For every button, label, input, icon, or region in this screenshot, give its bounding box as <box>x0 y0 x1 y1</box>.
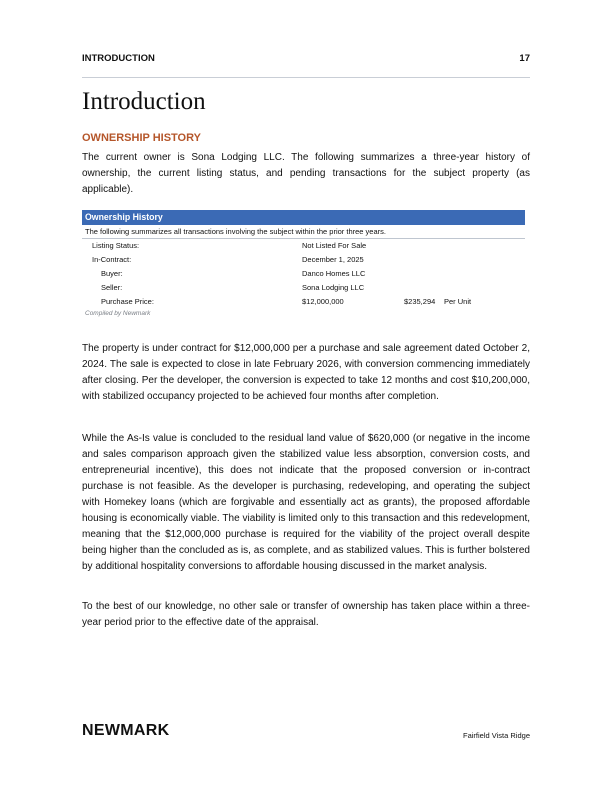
table-title: Ownership History <box>85 212 163 223</box>
table-description: The following summarizes all transactions involving the subject within the prior three years. <box>82 225 525 239</box>
row-value: $12,000,000 <box>302 297 344 306</box>
row-value: Danco Homes LLC <box>302 269 366 278</box>
table-row <box>82 295 525 309</box>
body-paragraph: To the best of our knowledge, no other sale or transfer of ownership has taken place within a three-year period prior to the effective date of the appraisal. <box>82 601 530 628</box>
ownership-history-table <box>82 210 525 317</box>
table-title-bar <box>82 210 525 225</box>
row-value: Sona Lodging LLC <box>302 283 365 292</box>
body-paragraph: The property is under contract for $12,000,000 per a purchase and sale agreement dated October 2, 2024. The sale is expected to close in late February 2026, with conversion commencing immediately after closing. Per the developer, the conversion is expected to take 12 months and cost $10,200,000, with stabilized occupancy projected to be achieved four months after completion. <box>82 343 530 402</box>
row-label: Seller: <box>101 283 123 292</box>
row-label: Listing Status: <box>92 241 140 250</box>
table-source: Compiled by Newmark <box>85 310 151 317</box>
row-label: In-Contract: <box>92 255 132 264</box>
table-row <box>82 267 525 281</box>
table-row <box>82 281 525 295</box>
section-label: INTRODUCTION <box>82 53 155 64</box>
section-subheading: OWNERSHIP HISTORY <box>82 132 201 144</box>
table-row <box>82 239 525 253</box>
row-label: Buyer: <box>101 269 123 278</box>
row-label: Purchase Price: <box>101 297 154 306</box>
row-value: December 1, 2025 <box>302 255 364 264</box>
row-value: Not Listed For Sale <box>302 241 367 250</box>
per-unit-label: Per Unit <box>444 297 472 306</box>
intro-paragraph: The current owner is Sona Lodging LLC. The following summarizes a three-year history of ownership, the current listing status, and pending transactions for the subject property (as applicable). <box>82 152 530 195</box>
header-divider <box>82 77 530 78</box>
body-paragraph: While the As-Is value is concluded to the residual land value of $620,000 (or negative in the income and sales comparison approach given the stabilized value less absorption, conversion costs, and entrepreneurial incentive), this does not indicate that the proposed conversion or in-contract purchase is not feasible. As the developer is purchasing, redeveloping, and operating the subject with Homekey loans (which are forgivable and essentially act as grants), the proposed affordable housing is economically viable. The viability is limited only to this transaction and this redevelopment, meaning that the $12,000,000 purchase is required for the viability of the project overall despite being higher than the concluded as is, as complete, and as stabilized values. This is further bolstered by additional hospitality conversions to affordable housing discussed in the market analysis. <box>82 433 530 572</box>
page-title: Introduction <box>82 88 206 115</box>
per-unit-value: $235,294 <box>404 297 436 306</box>
newmark-logo: NEWMARK <box>82 722 170 739</box>
page-number: 17 <box>519 53 530 64</box>
table-row <box>82 253 525 267</box>
footer-property-name: Fairfield Vista Ridge <box>463 731 530 740</box>
